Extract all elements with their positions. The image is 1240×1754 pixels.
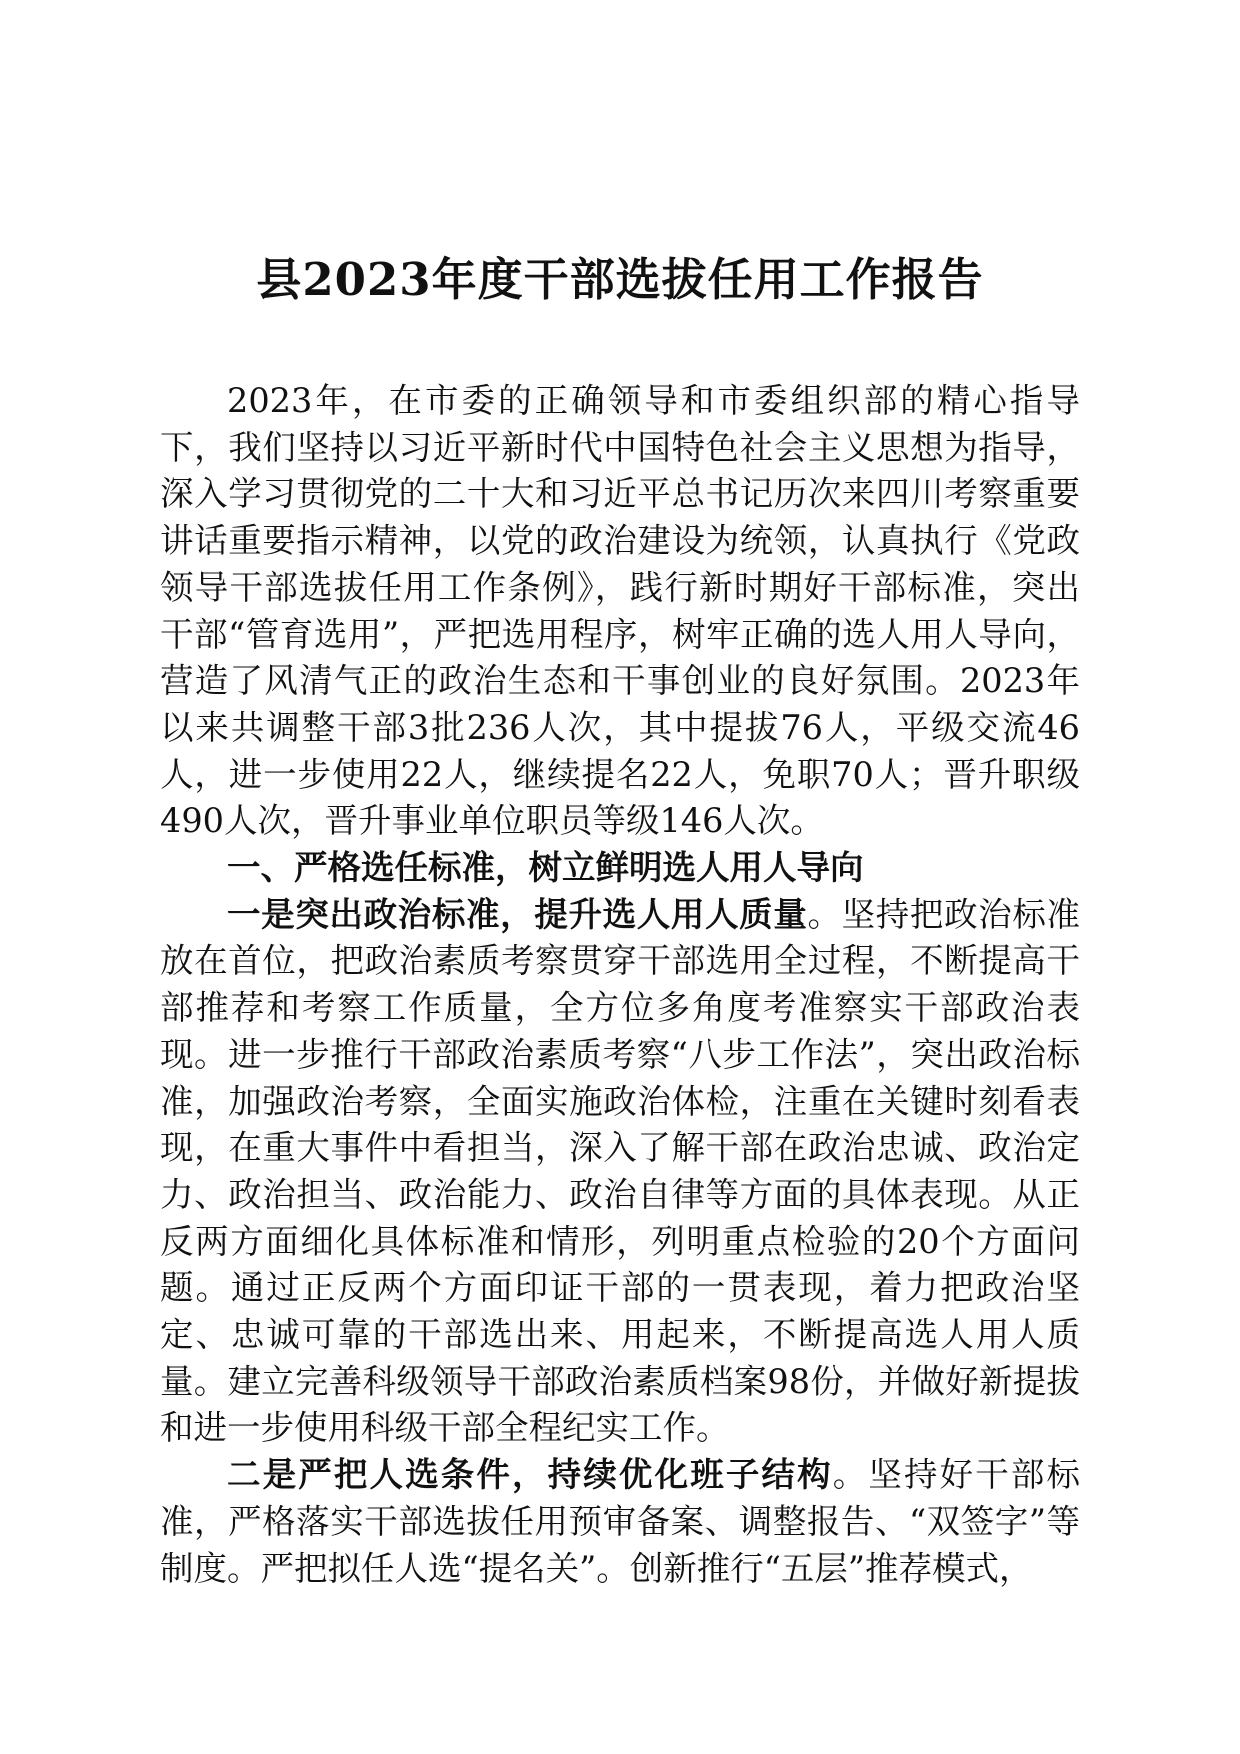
section-heading-1: 一、严格选任标准，树立鲜明选人用人导向 — [227, 848, 864, 888]
paragraph-2-body: 。坚持好干部标准，严格落实干部选拔任用预审备案、调整报告、“双签字”等制度。严把拟任人选“提名关”。创新推行“五层”推荐模式， — [160, 1455, 1081, 1588]
paragraph-2-lead: 二是严把人选条件，持续优化班子结构 — [227, 1455, 833, 1495]
paragraph-1-lead: 一是突出政治标准，提升选人用人质量 — [227, 894, 808, 934]
intro-paragraph: 2023年，在市委的正确领导和市委组织部的精心指导下，我们坚持以习近平新时代中国特色社会主义思想为指导，深入学习贯彻党的二十大和习近平总书记历次来四川考察重要讲话重要指示精神，以党的政治建设为统领，认真执行《党政领导干部选拔任用工作条例》，践行新时期好干部标准，突出干部“管育选用”，严把选用程序，树牢正确的选人用人导向，营造了风清气正的政治生态和干事创业的良好氛围。2023年以来共调整干部3批236人次，其中提拔76人，平级交流46人，进一步使用22人，继续提名22人，免职70人；晋升职级490人次，晋升事业单位职员等级146人次。 — [160, 381, 1080, 841]
document-body — [160, 378, 1080, 1592]
paragraph-2 — [160, 1452, 1080, 1592]
document-title: 县2023年度干部选拔任用工作报告 — [256, 253, 984, 306]
paragraph-1-body: 。坚持把政治标准放在首位，把政治素质考察贯穿干部选用全过程，不断提高干部推荐和考察工作质量，全方位多角度考准察实干部政治表现。进一步推行干部政治素质考察“八步工作法”，突出政治标准，加强政治考察，全面实施政治体检，注重在关键时刻看表现，在重大事件中看担当，深入了解干部在政治忠诚、政治定力、政治担当、政治能力、政治自律等方面的具体表现。从正反两方面细化具体标准和情形，列明重点检验的20个方面问题。通过正反两个方面印证干部的一贯表现，着力把政治坚定、忠诚可靠的干部选出来、用起来，不断提高选人用人质量。建立完善科级领导干部政治素质档案98份，并做好新提拔和进一步使用科级干部全程纪实工作。 — [160, 894, 1081, 1448]
paragraph-1 — [160, 892, 1080, 1452]
